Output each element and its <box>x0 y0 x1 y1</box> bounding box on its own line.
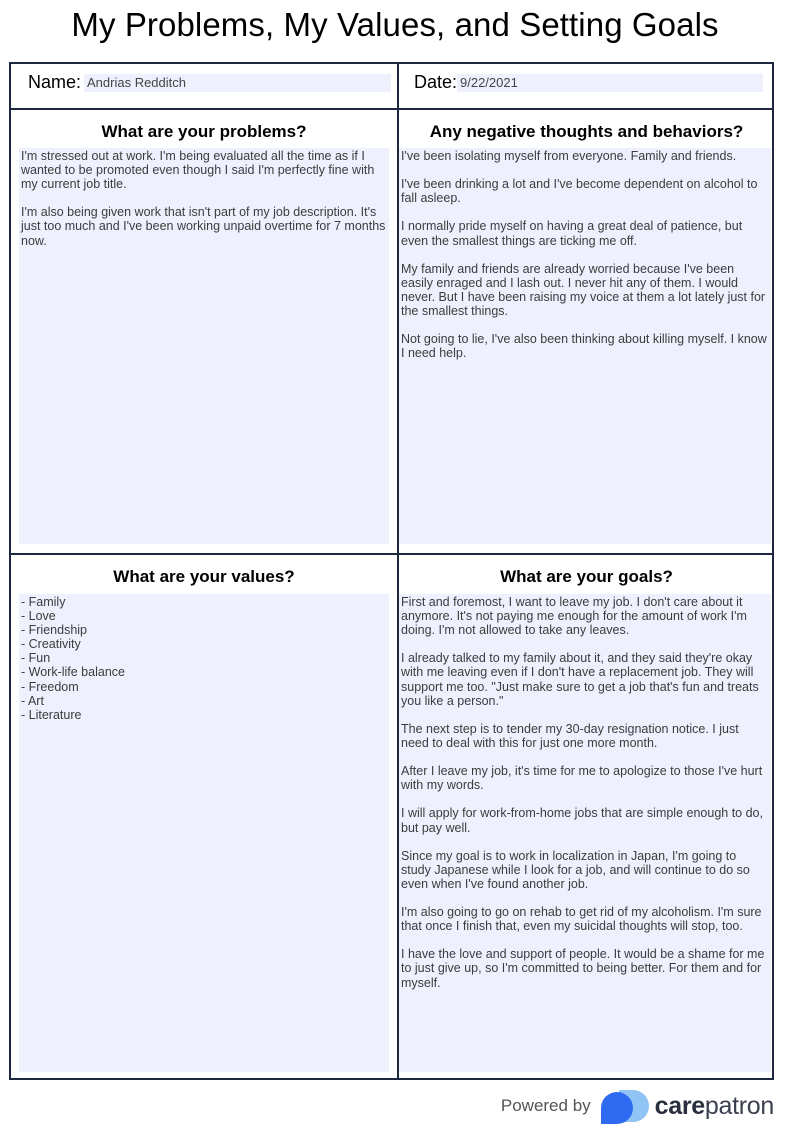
problems-paragraph: I'm stressed out at work. I'm being evaluated all the time as if I wanted to be promoted even though I said I'm perfectly fine with my current job title. <box>21 149 375 192</box>
problems-paragraph: I'm also being given work that isn't part of my job description. It's just too much and I've been working unpaid overtime for 7 months now. <box>21 205 386 248</box>
values-list-item: - Fun <box>21 651 51 666</box>
wordmark-bold: care <box>654 1091 705 1120</box>
goals-paragraph: First and foremost, I want to leave my job. I don't care about it anymore. It's not paying me enough for the amount of work I'm doing. I'm not allowed to take any leaves. <box>401 595 747 638</box>
wordmark-rest: patron <box>704 1091 774 1120</box>
date-field[interactable]: 9/22/2021 <box>457 74 763 92</box>
values-list-item: - Friendship <box>21 623 87 638</box>
values-list-item: - Creativity <box>21 637 81 652</box>
values-list-item: - Love <box>21 609 56 624</box>
goals-paragraph: I will apply for work-from-home jobs that are simple enough to do, but pay well. <box>401 806 763 835</box>
values-list-item: - Family <box>21 595 66 609</box>
values-list-item: - Freedom <box>21 679 79 694</box>
values-list <box>21 595 387 722</box>
carepatron-wordmark <box>655 1092 774 1121</box>
name-field[interactable]: Andrias Redditch <box>84 74 391 92</box>
problems-field[interactable] <box>19 148 389 544</box>
negatives-field[interactable] <box>399 148 771 544</box>
values-field[interactable] <box>19 594 389 1072</box>
carepatron-logo-icon <box>599 1088 651 1124</box>
negatives-paragraph: My family and friends are already worried because I've been easily enraged and I lash out. I never hit any of them. I would never. But I have been raising my voice at them a lot lately just for the smallest things. <box>401 261 766 319</box>
name-label: Name: <box>28 72 82 92</box>
negatives-paragraph: I've been drinking a lot and I've become dependent on alcohol to fall asleep. <box>401 177 758 206</box>
footer-branding <box>501 1086 774 1126</box>
values-list-item: - Work-life balance <box>21 665 125 680</box>
values-list-item: - Literature <box>21 707 82 722</box>
date-label: Date: <box>414 72 458 92</box>
powered-by-text: Powered by <box>500 1096 591 1115</box>
goals-paragraph: Since my goal is to work in localization in Japan, I'm going to study Japanese while I look for a job, and will continue to do so even when I've found another job. <box>401 848 750 891</box>
goals-paragraph: I'm also going to go on rehab to get rid of my alcoholism. I'm sure that once I finish that, even my suicidal thoughts will stop, too. <box>401 905 762 934</box>
values-list-item: - Art <box>21 693 44 708</box>
middle-divider <box>11 553 772 555</box>
worksheet <box>9 62 774 1080</box>
negatives-heading: Any negative thoughts and behaviors? <box>429 122 744 141</box>
negatives-paragraph: I've been isolating myself from everyone. Family and friends. <box>401 149 737 163</box>
goals-paragraph: After I leave my job, it's time for me to apologize to those I've hurt with my words. <box>401 764 763 793</box>
values-heading: What are your values? <box>113 567 295 586</box>
goals-paragraph: The next step is to tender my 30-day resignation notice. I just need to deal with this for just one more month. <box>401 721 739 750</box>
goals-paragraph: I already talked to my family about it, and they said they're okay with me leaving even if I don't have a replacement job. They will support me too. "Just make sure to get a job that's fun and treats you like a person." <box>401 651 759 708</box>
negatives-paragraph: I normally pride myself on having a great deal of patience, but even the smallest things are ticking me off. <box>401 219 743 248</box>
goals-heading: What are your goals? <box>500 567 673 586</box>
goals-paragraph: I have the love and support of people. It would be a shame for me to just give up, so I'm committed to being better. For them and for myself. <box>401 947 765 990</box>
page-title: My Problems, My Values, and Setting Goals <box>71 6 719 43</box>
goals-field[interactable] <box>399 594 771 1072</box>
problems-heading: What are your problems? <box>101 122 307 141</box>
header-divider <box>11 108 772 110</box>
negatives-paragraph: Not going to lie, I've also been thinking about killing myself. I know I need help. <box>401 332 767 361</box>
